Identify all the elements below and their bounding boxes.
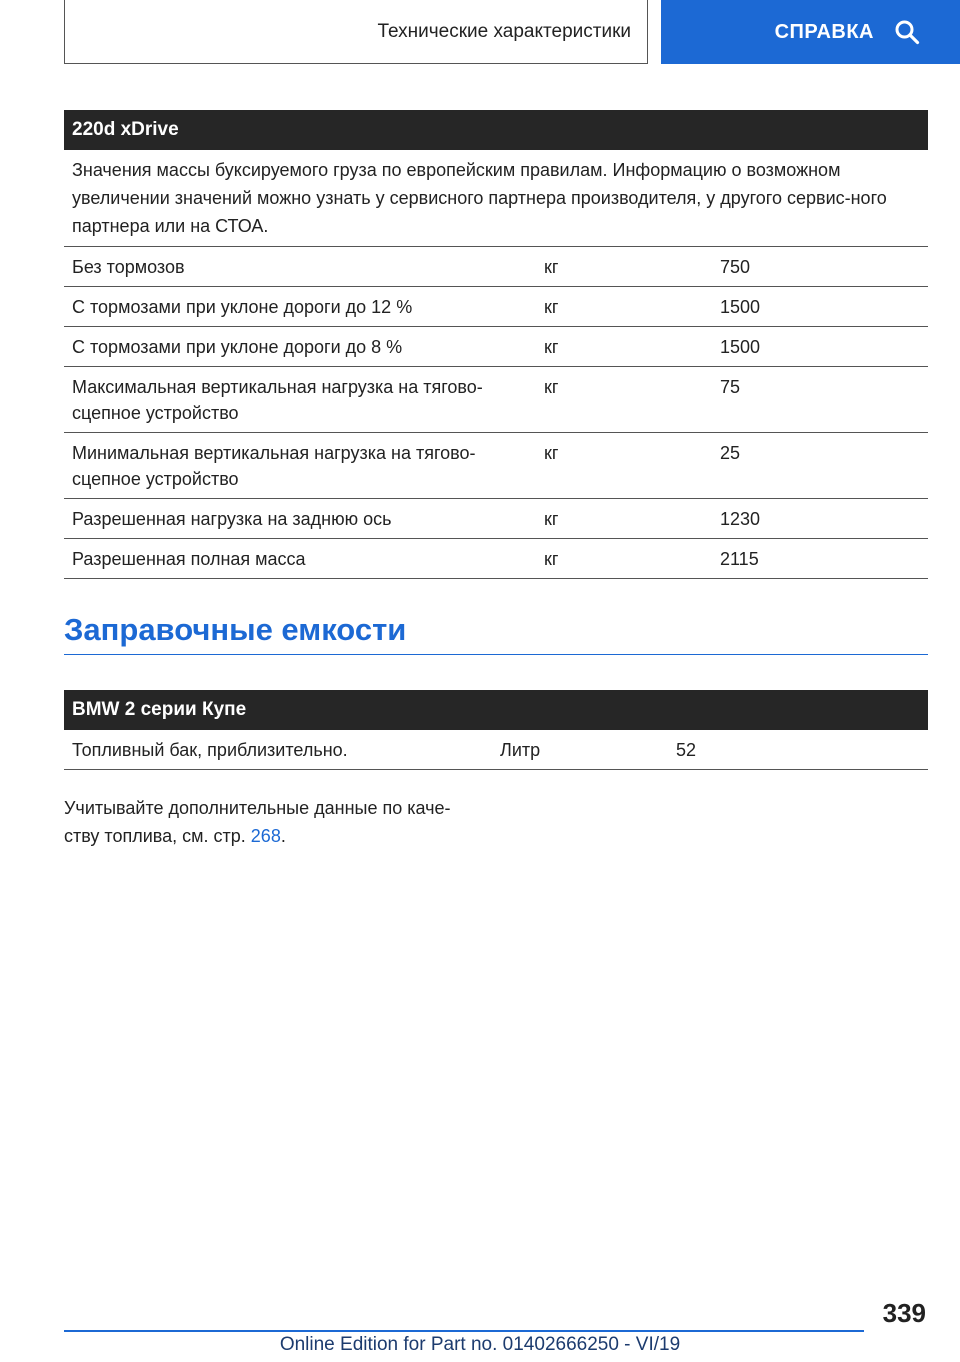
- cell-value: 2115: [720, 549, 759, 569]
- header-section-title: [64, 0, 648, 64]
- table-row: [64, 499, 928, 539]
- cell-value: 1500: [720, 337, 761, 357]
- cell-label: Максимальная вертикальная нагрузка на тягово-сцепное устройство: [72, 377, 483, 423]
- cell-label: С тормозами при уклоне дороги до 12 %: [72, 297, 413, 317]
- table-title: BMW 2 серии Купе: [64, 690, 928, 730]
- cell-label: Топливный бак, приблизительно.: [72, 740, 348, 760]
- capacity-table: [64, 690, 928, 770]
- cell-value: 75: [720, 377, 741, 397]
- cell-value: 750: [720, 257, 751, 277]
- footer-text: Online Edition for Part no. 01402666250 - VI/19: [279, 1334, 681, 1355]
- cell-unit: кг: [544, 377, 559, 397]
- cell-value: 1230: [720, 509, 761, 529]
- table-row: [64, 287, 928, 327]
- table-note: Значения массы буксируемого груза по европейским правилам. Информацию о возможном увеличении значений можно узнать у сервисного партнера производителя, у другого сервис-ного партнера или на СТОА.: [64, 150, 928, 247]
- fuel-note: [64, 794, 484, 850]
- cell-label: Минимальная вертикальная нагрузка на тягово-сцепное устройство: [72, 443, 476, 489]
- fuel-note-end: .: [280, 826, 286, 846]
- help-button[interactable]: [661, 0, 960, 64]
- table-title: 220d xDrive: [64, 110, 928, 150]
- search-icon: [894, 19, 920, 45]
- cell-unit: кг: [544, 337, 559, 357]
- cell-unit: кг: [544, 549, 559, 569]
- table-row: [64, 247, 928, 287]
- cell-label: Без тормозов: [72, 257, 185, 277]
- table-row: [64, 730, 928, 770]
- cell-unit: кг: [544, 509, 559, 529]
- cell-value: 1500: [720, 297, 761, 317]
- section-heading: Заправочные емкости: [64, 612, 928, 655]
- table-row: [64, 367, 928, 433]
- table-row: [64, 539, 928, 579]
- cell-value: 52: [676, 740, 697, 760]
- section-name: Технические характеристики: [377, 20, 631, 42]
- page-number: 339: [882, 1298, 926, 1328]
- page-link[interactable]: 268: [250, 826, 281, 846]
- cell-unit: кг: [544, 297, 559, 317]
- footer-divider: [64, 1330, 864, 1332]
- cell-value: 25: [720, 443, 741, 463]
- cell-unit: кг: [544, 443, 559, 463]
- cell-label: Разрешенная полная масса: [72, 549, 306, 569]
- table-row: [64, 433, 928, 499]
- fuel-note-text: Учитывайте дополнительные данные по каче-ству топлива, см. стр.: [64, 798, 451, 846]
- towing-table: [64, 110, 928, 579]
- cell-label: Разрешенная нагрузка на заднюю ось: [72, 509, 392, 529]
- help-label: СПРАВКА: [774, 20, 874, 43]
- table-row: [64, 327, 928, 367]
- cell-label: С тормозами при уклоне дороги до 8 %: [72, 337, 403, 357]
- cell-unit: Литр: [500, 740, 541, 760]
- cell-unit: кг: [544, 257, 559, 277]
